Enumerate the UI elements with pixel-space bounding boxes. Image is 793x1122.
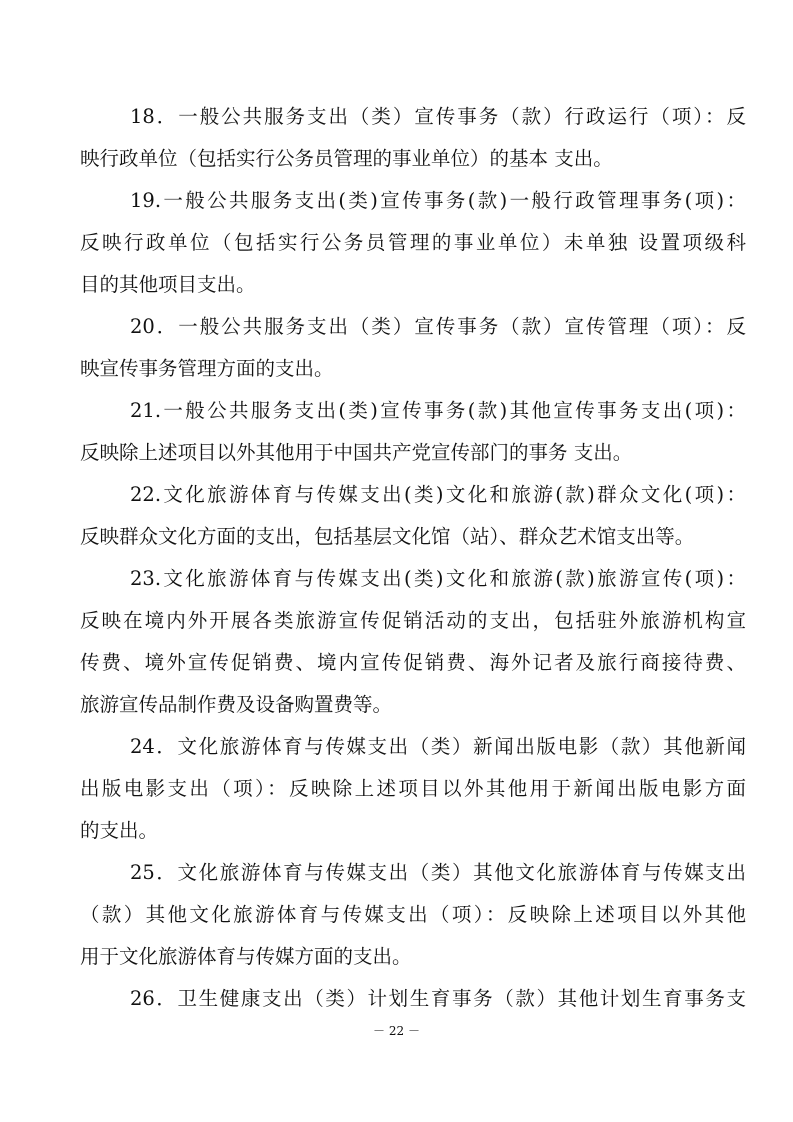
page-number: － 22 － [373, 1024, 420, 1038]
text-line: 23.文化旅游体育与传媒支出(类)文化和旅游(款)旅游宣传(项)： [130, 567, 746, 590]
text-line: 18．一般公共服务支出（类）宣传事务（款）行政运行（项）：反 [130, 105, 746, 128]
paragraph-21 [80, 390, 746, 474]
text-line: 旅游宣传品制作费及设备购置费等。 [80, 693, 393, 716]
text-line: 22.文化旅游体育与传媒支出(类)文化和旅游(款)群众文化(项)： [130, 483, 746, 506]
paragraph-24 [80, 726, 746, 852]
text-line: 目的其他项目支出。 [80, 273, 256, 296]
text-line: 26．卫生健康支出（类）计划生育事务（款）其他计划生育事务支 [130, 987, 746, 1010]
paragraph-23 [80, 558, 746, 726]
paragraph-20 [80, 306, 746, 390]
paragraph-26 [80, 978, 746, 1020]
text-line: （款）其他文化旅游体育与传媒支出（项）：反映除上述项目以外其他 [80, 903, 746, 926]
document-body [80, 96, 746, 1020]
paragraph-19 [80, 180, 746, 306]
text-line: 用于文化旅游体育与传媒方面的支出。 [80, 945, 412, 968]
text-line: 21.一般公共服务支出(类)宣传事务(款)其他宣传事务支出(项)： [130, 399, 746, 422]
text-line: 24．文化旅游体育与传媒支出（类）新闻出版电影（款）其他新闻 [130, 735, 746, 758]
text-line: 映行政单位（包括实行公务员管理的事业单位）的基本 支出。 [80, 147, 613, 170]
text-line: 传费、境外宣传促销费、境内宣传促销费、海外记者及旅行商接待费、 [80, 651, 746, 674]
paragraph-18 [80, 96, 746, 180]
text-line: 19.一般公共服务支出(类)宣传事务(款)一般行政管理事务(项)： [130, 189, 746, 212]
text-line: 25．文化旅游体育与传媒支出（类）其他文化旅游体育与传媒支出 [130, 861, 746, 884]
text-line: 的支出。 [80, 819, 159, 842]
text-line: 映宣传事务管理方面的支出。 [80, 357, 334, 380]
text-line: 反映群众文化方面的支出，包括基层文化馆（站）、群众艺术馆支出等。 [80, 525, 695, 548]
text-line: 反映除上述项目以外其他用于中国共产党宣传部门的事务 支出。 [80, 441, 633, 464]
paragraph-22 [80, 474, 746, 558]
paragraph-25 [80, 852, 746, 978]
text-line: 反映行政单位（包括实行公务员管理的事业单位）未单独 设置项级科 [80, 231, 746, 254]
text-line: 20．一般公共服务支出（类）宣传事务（款）宣传管理（项）：反 [130, 315, 746, 338]
text-line: 反映在境内外开展各类旅游宣传促销活动的支出，包括驻外旅游机构宣 [80, 609, 746, 632]
text-line: 出版电影支出（项）：反映除上述项目以外其他用于新闻出版电影方面 [80, 777, 746, 800]
